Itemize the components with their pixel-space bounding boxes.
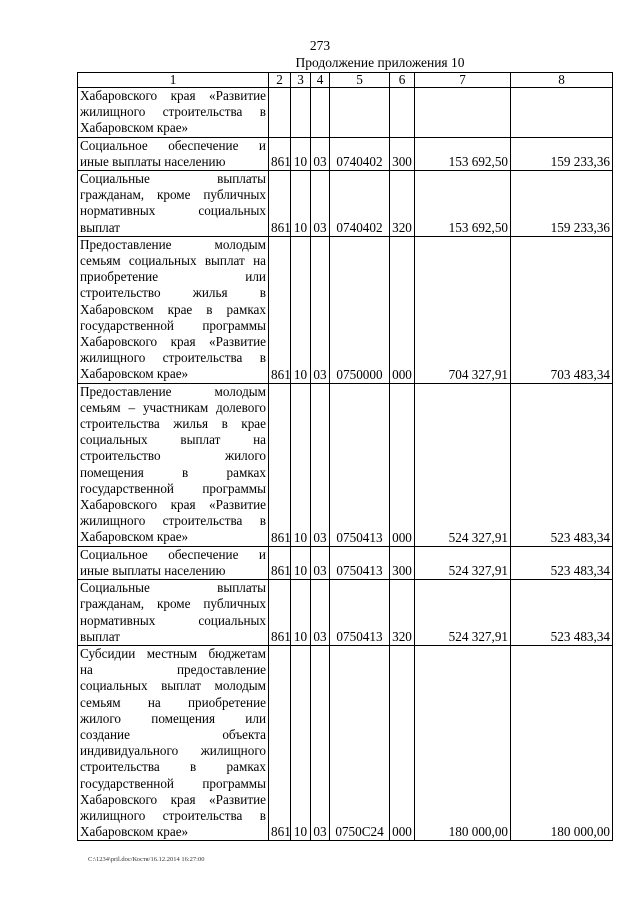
col-header-3: 3: [291, 73, 311, 88]
row-description: [78, 88, 269, 138]
description-line: помещения в рамках: [80, 464, 266, 480]
table-row: [78, 546, 613, 579]
cell-c7: 153 692,50: [415, 171, 511, 237]
description-line: нормативных социальных: [80, 612, 266, 628]
cell-c8: 180 000,00: [511, 645, 613, 840]
cell-c8: 523 483,34: [511, 383, 613, 546]
col-header-8: 8: [511, 73, 613, 88]
col-header-2: 2: [269, 73, 291, 88]
row-description: [78, 580, 269, 646]
description-line: строительства в рамках: [80, 759, 266, 775]
cell-c3: 10: [291, 137, 311, 170]
description-line: Хабаровского края «Развитие: [80, 88, 266, 103]
cell-c6: 300: [390, 546, 415, 579]
col-header-4: 4: [311, 73, 330, 88]
cell-c3: 10: [291, 236, 311, 383]
description-line: гражданам, кроме публичных: [80, 187, 266, 203]
cell-c5: 0750000: [330, 236, 390, 383]
description-line: гражданам, кроме публичных: [80, 596, 266, 612]
cell-c7: [415, 88, 511, 138]
cell-c4: 03: [311, 171, 330, 237]
row-description: [78, 546, 269, 579]
table-row: [78, 383, 613, 546]
description-line: Хабаровском крае в рамках: [80, 301, 266, 317]
description-line: строительства жилья в крае: [80, 416, 266, 432]
cell-c7: 524 327,91: [415, 580, 511, 646]
description-line: Хабаровского края «Развитие: [80, 334, 266, 350]
description-line: семьям социальных выплат на: [80, 253, 266, 269]
row-description: [78, 645, 269, 840]
cell-c2: [269, 88, 291, 138]
description-line: семьям – участникам долевого: [80, 399, 266, 415]
cell-c4: 03: [311, 645, 330, 840]
cell-c8: [511, 88, 613, 138]
description-line: Хабаровского края «Развитие: [80, 497, 266, 513]
description-line: социальных выплат на: [80, 432, 266, 448]
cell-c6: 000: [390, 645, 415, 840]
cell-c8: 159 233,36: [511, 137, 613, 170]
description-line: Субсидии местным бюджетам: [80, 645, 266, 661]
description-line: на предоставление: [80, 662, 266, 678]
description-line: Предоставление молодым: [80, 383, 266, 399]
row-description: [78, 383, 269, 546]
table-row: [78, 137, 613, 170]
page-number: 273: [309, 38, 331, 53]
cell-c5: 0750413: [330, 580, 390, 646]
cell-c6: 000: [390, 236, 415, 383]
row-description: [78, 236, 269, 383]
cell-c5: 0750С24: [330, 645, 390, 840]
description-line: приобретение или: [80, 269, 266, 285]
description-line: Социальное обеспечение и: [80, 137, 266, 153]
cell-c3: 10: [291, 171, 311, 237]
table-body: [78, 88, 613, 841]
cell-c4: [311, 88, 330, 138]
cell-c7: 524 327,91: [415, 383, 511, 546]
description-line: жилищного строительства в: [80, 350, 266, 366]
file-path-footer: C:\1234\pril.doc/Костя/16.12.2014 16:27:00: [88, 856, 205, 863]
cell-c5: 0740402: [330, 137, 390, 170]
cell-c3: 10: [291, 546, 311, 579]
description-line: государственной программы: [80, 775, 266, 791]
cell-c4: 03: [311, 546, 330, 579]
cell-c4: 03: [311, 580, 330, 646]
description-line: создание объекта: [80, 726, 266, 742]
description-line: жилого помещения или: [80, 710, 266, 726]
description-line: Социальное обеспечение и: [80, 546, 266, 562]
cell-c5: 0750413: [330, 546, 390, 579]
cell-c6: 300: [390, 137, 415, 170]
table-row: [78, 645, 613, 840]
cell-c6: [390, 88, 415, 138]
cell-c2: 861: [269, 580, 291, 646]
cell-c3: [291, 88, 311, 138]
description-line: Хабаровском крае»: [80, 120, 189, 136]
table-row: [78, 580, 613, 646]
description-line: Хабаровском крае»: [80, 824, 189, 840]
cell-c2: 861: [269, 645, 291, 840]
description-line: жилищного строительства в: [80, 104, 266, 120]
description-line: семьям на приобретение: [80, 694, 266, 710]
description-line: жилищного строительства в: [80, 513, 266, 529]
cell-c2: 861: [269, 383, 291, 546]
header-row: [78, 73, 613, 88]
description-line: иные выплаты населению: [80, 153, 226, 169]
description-line: строительство жилого: [80, 448, 266, 464]
cell-c4: 03: [311, 137, 330, 170]
cell-c4: 03: [311, 383, 330, 546]
table-row: [78, 236, 613, 383]
cell-c3: 10: [291, 645, 311, 840]
cell-c3: 10: [291, 383, 311, 546]
cell-c7: 524 327,91: [415, 546, 511, 579]
col-header-1: 1: [78, 73, 269, 88]
cell-c2: 861: [269, 236, 291, 383]
cell-c8: 703 483,34: [511, 236, 613, 383]
description-line: государственной программы: [80, 317, 266, 333]
description-line: нормативных социальных: [80, 203, 266, 219]
cell-c6: 320: [390, 171, 415, 237]
description-line: жилищного строительства в: [80, 807, 266, 823]
row-description: [78, 171, 269, 237]
table-row: [78, 171, 613, 237]
budget-table: [77, 72, 613, 841]
cell-c5: 0750413: [330, 383, 390, 546]
cell-c6: 000: [390, 383, 415, 546]
continuation-caption: Продолжение приложения 10: [295, 55, 465, 70]
row-description: [78, 137, 269, 170]
description-line: выплат: [80, 628, 121, 644]
cell-c8: 159 233,36: [511, 171, 613, 237]
cell-c8: 523 483,34: [511, 546, 613, 579]
description-line: социальных выплат молодым: [80, 678, 266, 694]
description-line: Хабаровского края «Развитие: [80, 791, 266, 807]
cell-c7: 180 000,00: [415, 645, 511, 840]
cell-c8: 523 483,34: [511, 580, 613, 646]
col-header-5: 5: [330, 73, 390, 88]
description-line: Хабаровском крае»: [80, 366, 189, 382]
cell-c7: 153 692,50: [415, 137, 511, 170]
cell-c5: 0740402: [330, 171, 390, 237]
description-line: иные выплаты населению: [80, 562, 226, 578]
description-line: Предоставление молодым: [80, 236, 266, 252]
cell-c2: 861: [269, 137, 291, 170]
col-header-6: 6: [390, 73, 415, 88]
description-line: Социальные выплаты: [80, 171, 266, 187]
cell-c4: 03: [311, 236, 330, 383]
table-row: [78, 88, 613, 138]
description-line: Хабаровском крае»: [80, 529, 189, 545]
cell-c7: 704 327,91: [415, 236, 511, 383]
description-line: строительство жилья в: [80, 285, 266, 301]
cell-c6: 320: [390, 580, 415, 646]
cell-c3: 10: [291, 580, 311, 646]
cell-c5: [330, 88, 390, 138]
description-line: Социальные выплаты: [80, 580, 266, 596]
description-line: государственной программы: [80, 480, 266, 496]
cell-c2: 861: [269, 546, 291, 579]
cell-c2: 861: [269, 171, 291, 237]
description-line: выплат: [80, 219, 121, 235]
description-line: индивидуального жилищного: [80, 743, 266, 759]
col-header-7: 7: [415, 73, 511, 88]
